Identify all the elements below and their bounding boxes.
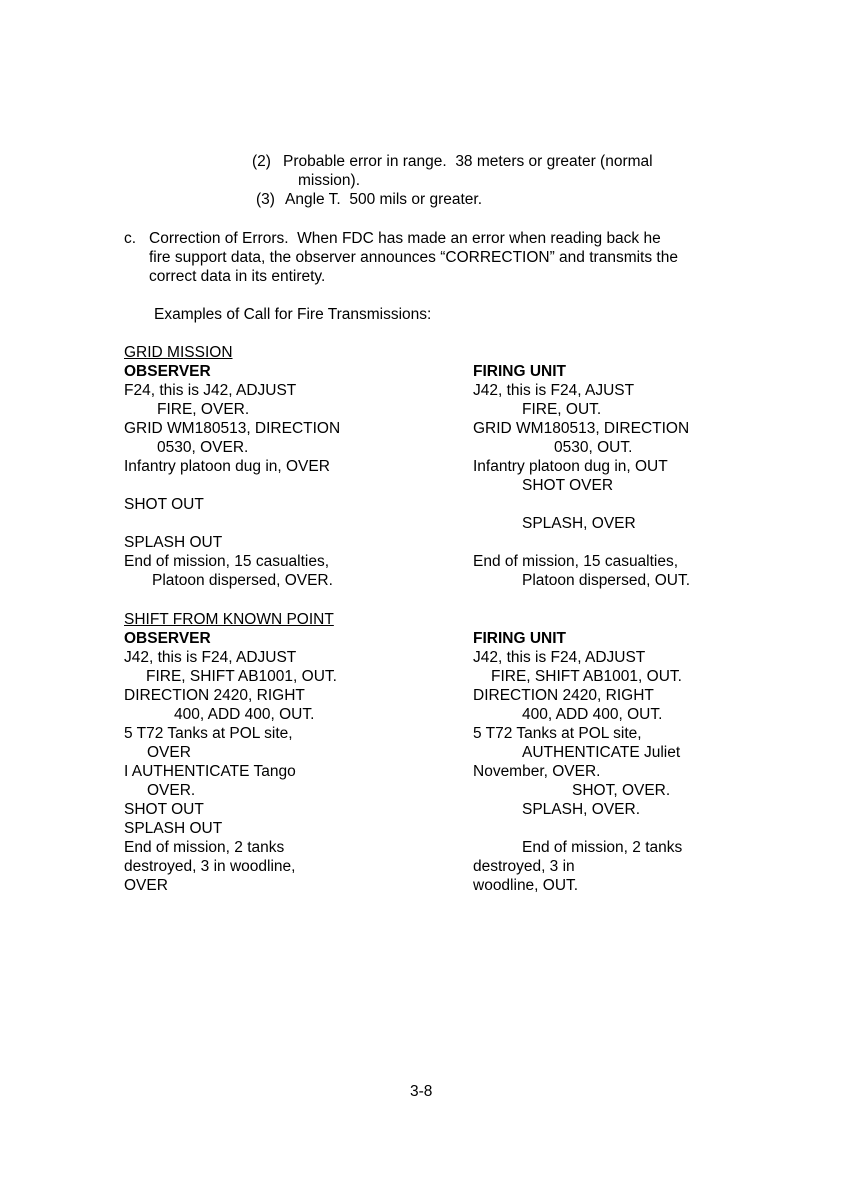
item-3-text: Angle T. 500 mils or greater. — [285, 191, 483, 208]
grid-firing-unit-line: Platoon dispersed, OUT. — [522, 572, 691, 589]
grid-observer-line: F24, this is J42, ADJUST — [124, 382, 297, 399]
grid-firing-unit-line: SPLASH, OVER — [522, 515, 636, 532]
grid-observer-line: GRID WM180513, DIRECTION — [124, 420, 341, 437]
shift-observer-line: End of mission, 2 tanks — [124, 839, 285, 856]
grid-firing-unit-line: End of mission, 15 casualties, — [473, 553, 679, 570]
grid-mission-title: GRID MISSION — [124, 344, 233, 361]
shift-observer-line: SPLASH OUT — [124, 820, 223, 837]
grid-observer-line: End of mission, 15 casualties, — [124, 553, 330, 570]
grid-firing-unit-line: J42, this is F24, AJUST — [473, 382, 635, 399]
shift-firing-unit-heading: FIRING UNIT — [473, 630, 566, 647]
para-c-line-2: fire support data, the observer announces “CORRECTION” and transmits the — [149, 249, 678, 266]
grid-observer-line: Infantry platoon dug in, OVER — [124, 458, 330, 475]
grid-firing-unit-line: SHOT OVER — [522, 477, 614, 494]
grid-observer-line: 0530, OVER. — [157, 439, 249, 456]
grid-firing-unit-line: 0530, OUT. — [554, 439, 633, 456]
shift-observer-line: J42, this is F24, ADJUST — [124, 649, 297, 666]
shift-firing-unit-line: End of mission, 2 tanks — [522, 839, 683, 856]
grid-observer-line: SHOT OUT — [124, 496, 204, 513]
grid-observer-line: SPLASH OUT — [124, 534, 223, 551]
shift-firing-unit-line: woodline, OUT. — [473, 877, 579, 894]
grid-firing-unit-line: FIRE, OUT. — [522, 401, 602, 418]
shift-firing-unit-line: DIRECTION 2420, RIGHT — [473, 687, 654, 704]
shift-observer-line: DIRECTION 2420, RIGHT — [124, 687, 305, 704]
examples-heading: Examples of Call for Fire Transmissions: — [154, 306, 432, 323]
shift-firing-unit-line: SHOT, OVER. — [572, 782, 671, 799]
shift-observer-line: FIRE, SHIFT AB1001, OUT. — [146, 668, 337, 685]
shift-observer-line: OVER — [124, 877, 168, 894]
shift-firing-unit-line: destroyed, 3 in — [473, 858, 575, 875]
para-c-label: c. — [124, 230, 137, 247]
item-2-line-2: mission). — [298, 172, 361, 189]
shift-firing-unit-line: 400, ADD 400, OUT. — [522, 706, 663, 723]
item-2-line-1: Probable error in range. 38 meters or greater (normal — [283, 153, 653, 170]
shift-observer-line: 400, ADD 400, OUT. — [174, 706, 315, 723]
item-3-number: (3) — [256, 191, 275, 208]
grid-observer-heading: OBSERVER — [124, 363, 211, 380]
shift-firing-unit-line: SPLASH, OVER. — [522, 801, 641, 818]
shift-observer-heading: OBSERVER — [124, 630, 211, 647]
shift-firing-unit-line: FIRE, SHIFT AB1001, OUT. — [491, 668, 682, 685]
shift-observer-line: 5 T72 Tanks at POL site, — [124, 725, 293, 742]
shift-observer-line: I AUTHENTICATE Tango — [124, 763, 296, 780]
grid-observer-line: Platoon dispersed, OVER. — [152, 572, 333, 589]
grid-firing-unit-heading: FIRING UNIT — [473, 363, 566, 380]
shift-firing-unit-line: AUTHENTICATE Juliet — [522, 744, 681, 761]
shift-firing-unit-line: November, OVER. — [473, 763, 601, 780]
shift-observer-line: OVER. — [147, 782, 196, 799]
grid-firing-unit-line: Infantry platoon dug in, OUT — [473, 458, 668, 475]
shift-observer-line: SHOT OUT — [124, 801, 204, 818]
shift-observer-line: destroyed, 3 in woodline, — [124, 858, 296, 875]
para-c-line-1: Correction of Errors. When FDC has made an error when reading back he — [149, 230, 661, 247]
para-c-line-3: correct data in its entirety. — [149, 268, 326, 285]
item-2-number: (2) — [252, 153, 271, 170]
grid-observer-line: FIRE, OVER. — [157, 401, 250, 418]
grid-firing-unit-line: GRID WM180513, DIRECTION — [473, 420, 690, 437]
shift-firing-unit-line: 5 T72 Tanks at POL site, — [473, 725, 642, 742]
page-number: 3-8 — [410, 1083, 433, 1100]
shift-firing-unit-line: J42, this is F24, ADJUST — [473, 649, 646, 666]
shift-mission-title: SHIFT FROM KNOWN POINT — [124, 611, 334, 628]
shift-observer-line: OVER — [147, 744, 191, 761]
